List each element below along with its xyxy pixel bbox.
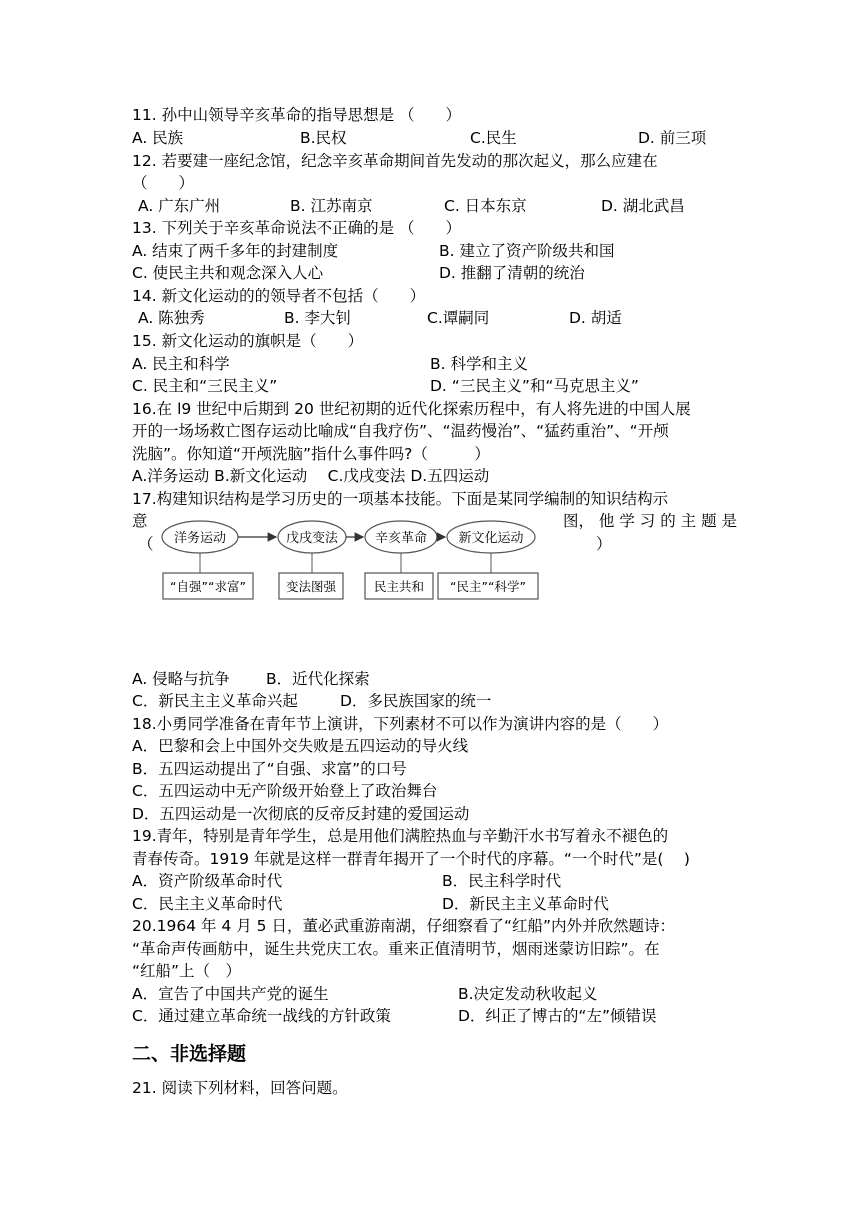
q21-stem: 21. 阅读下列材料，回答问题。: [132, 1079, 348, 1097]
q15-option-a: A. 民主和科学: [132, 355, 230, 373]
q20-option-a: A．宣告了中国共产党的诞生: [132, 985, 329, 1003]
q20-stem-line1: 20.1964 年 4 月 5 日，董必武重游南湖，仔细察看了“红船”内外并欣然题诗：: [132, 917, 676, 935]
diagram-oval-3: [365, 521, 437, 553]
diagram-box-label-1: “自强”“求富”: [170, 579, 246, 594]
q17-option-d: D．多民族国家的统一: [340, 692, 492, 710]
q12-stem-line2: （ ）: [132, 174, 195, 192]
q17-stem-line2-end: 图， 他 学 习 的 主 题 是: [563, 512, 737, 530]
diagram-box-3: [365, 573, 433, 599]
q16-stem-line2: 开的一场场救亡图存运动比喻成“自我疗伤”、“温药慢治”、“猛药重治”、“开颅: [132, 422, 669, 440]
diagram-oval-label-2: 戊戌变法: [285, 531, 339, 546]
diagram-box-2: [279, 573, 343, 599]
q12-option-b: B. 江苏南京: [290, 197, 373, 215]
q16-stem-line1: 16.在 l9 世纪中后期到 20 世纪初期的近代化探索历程中，有人将先进的中国人展: [132, 400, 691, 418]
q13-option-a: A. 结束了两千多年的封建制度: [132, 242, 339, 260]
diagram-box-1: [163, 573, 253, 599]
q11-option-d: D. 前三项: [638, 129, 707, 147]
q17-answer-bracket-close: ）: [596, 535, 612, 553]
q15-option-d: D. “三民主义”和“马克思主义”: [430, 377, 639, 395]
diagram-oval-2: [278, 521, 346, 553]
q12-stem-line1: 12. 若要建一座纪念馆，纪念辛亥革命期间首先发动的那次起义，那么应建在: [132, 152, 658, 170]
q14-option-b: B. 李大钊: [284, 309, 351, 327]
knowledge-structure-diagram: [160, 515, 544, 603]
q13-option-c: C. 使民主共和观念深入人心: [132, 264, 324, 282]
q11-option-b: B.民权: [300, 129, 347, 147]
q20-option-b: B.决定发动秋收起义: [458, 985, 598, 1003]
q20-option-d: D．纠正了博古的“左”倾错误: [458, 1007, 657, 1025]
q13-option-b: B. 建立了资产阶级共和国: [439, 242, 615, 260]
q17-answer-bracket-open: （: [138, 535, 154, 553]
q20-stem-line2: “革命声传画舫中，诞生共党庆工农。重来正值清明节，烟雨迷蒙访旧踪”。在: [132, 940, 660, 958]
q12-option-a: A. 广东广州: [138, 197, 221, 215]
q12-option-c: C. 日本东京: [444, 197, 527, 215]
diagram-oval-label-3: 辛亥革命: [374, 531, 428, 546]
q18-option-d: D．五四运动是一次彻底的反帝反封建的爱国运动: [132, 805, 470, 823]
q20-option-c: C．通过建立革命统一战线的方针政策: [132, 1007, 391, 1025]
diagram-oval-4: [447, 521, 535, 553]
q11-option-a: A. 民族: [132, 129, 184, 147]
q13-option-d: D. 推翻了清朝的统治: [439, 264, 585, 282]
diagram-oval-1: [162, 521, 238, 553]
diagram-box-label-4: “民主”“科学”: [450, 579, 526, 594]
diagram-oval-label-4: 新文化运动: [458, 531, 524, 546]
q19-option-d: D．新民主主义革命时代: [442, 895, 609, 913]
q17-option-b: B．近代化探索: [266, 670, 370, 688]
diagram-box-4: [438, 573, 538, 599]
q14-option-d: D. 胡适: [569, 309, 622, 327]
q18-stem: 18.小勇同学准备在青年节上演讲，下列素材不可以作为演讲内容的是（ ）: [132, 715, 669, 733]
q18-option-b: B．五四运动提出了“自强、求富”的口号: [132, 760, 407, 778]
diagram-box-label-3: 民主共和: [373, 579, 425, 594]
q14-option-a: A. 陈独秀: [138, 309, 205, 327]
q17-stem-line2-start: 意: [132, 512, 148, 530]
q16-stem-line3: 洗脑”。你知道“开颅洗脑”指什么事件吗?（ ）: [132, 445, 490, 463]
q13-stem: 13. 下列关于辛亥革命说法不正确的是 （ ）: [132, 219, 462, 237]
q15-option-b: B. 科学和主义: [430, 355, 528, 373]
diagram-oval-label-1: 洋务运动: [173, 531, 227, 546]
q12-option-d: D. 湖北武昌: [601, 197, 685, 215]
q14-stem: 14. 新文化运动的的领导者不包括（ ）: [132, 287, 426, 305]
q19-option-a: A．资产阶级革命时代: [132, 872, 283, 890]
q19-stem-line1: 19.青年，特别是青年学生，总是用他们满腔热血与辛勤汗水书写着永不褪色的: [132, 827, 669, 845]
q11-stem: 11. 孙中山领导辛亥革命的指导思想是 （ ）: [132, 106, 462, 124]
q17-option-a: A. 侵略与抗争: [132, 670, 230, 688]
q19-option-c: C．民主主义革命时代: [132, 895, 283, 913]
q17-option-c: C．新民主主义革命兴起: [132, 692, 298, 710]
section-heading-non-choice: 二、非选择题: [132, 1043, 247, 1065]
diagram-box-label-2: 变法图强: [285, 579, 337, 594]
q18-option-a: A．巴黎和会上中国外交失败是五四运动的导火线: [132, 737, 469, 755]
q14-option-c: C.谭嗣同: [427, 309, 490, 327]
q15-option-c: C. 民主和“三民主义”: [132, 377, 278, 395]
q11-option-c: C.民生: [470, 129, 517, 147]
q19-stem-line2: 青春传奇。1919 年就是这样一群青年揭开了一个时代的序幕。“一个时代”是( ): [132, 850, 690, 868]
q15-stem: 15. 新文化运动的旗帜是（ ）: [132, 332, 364, 350]
q16-options: A.洋务运动 B.新文化运动 C.戊戌变法 D.五四运动: [132, 467, 490, 485]
q18-option-c: C．五四运动中无产阶级开始登上了政治舞台: [132, 782, 438, 800]
q17-stem-line1: 17.构建知识结构是学习历史的一项基本技能。下面是某同学编制的知识结构示: [132, 490, 669, 508]
q20-stem-line3: “红船”上（ ）: [132, 962, 242, 980]
q19-option-b: B．民主科学时代: [442, 872, 562, 890]
